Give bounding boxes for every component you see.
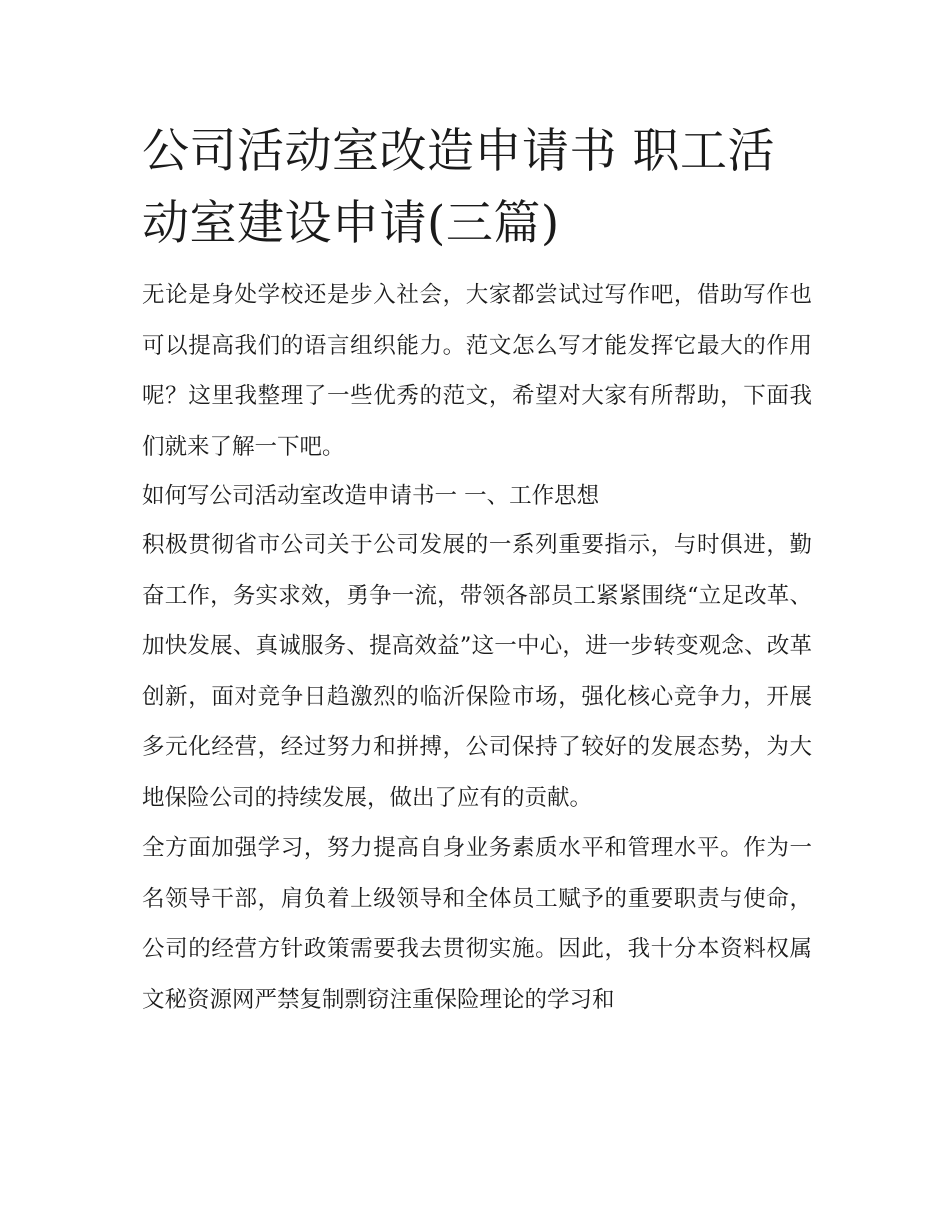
body-paragraph-1: 积极贯彻省市公司关于公司发展的一系列重要指示，与时俱进，勤奋工作，务实求效，勇争一流，带领各部员工紧紧围绕“立足改革、加快发展、真诚服务、提高效益”这一中心，进一步转变观念、改革创新，面对竞争日趋激烈的临沂保险市场，强化核心竞争力，开展多元化经营，经过努力和拼搏，公司保持了较好的发展态势，为大地保险公司的持续发展，做出了应有的贡献。 bbox=[142, 532, 812, 811]
body-paragraph-2: 全方面加强学习，努力提高自身业务素质水平和管理水平。作为一名领导干部，肩负着上级领导和全体员工赋予的重要职责与使命，公司的经营方针政策需要我去贯彻实施。因此，我十分本资料权属文秘资源网严禁复制剽窃注重保险理论的学习和 bbox=[142, 835, 812, 1013]
intro-paragraph: 无论是身处学校还是步入社会，大家都尝试过写作吧，借助写作也可以提高我们的语言组织能力。范文怎么写才能发挥它最大的作用呢？这里我整理了一些优秀的范文，希望对大家有所帮助，下面我们就来了解一下吧。 bbox=[142, 282, 812, 460]
document-title: 公司活动室改造申请书 职工活动室建设申请(三篇) bbox=[142, 124, 775, 251]
document-page bbox=[142, 116, 812, 1025]
section-heading: 如何写公司活动室改造申请书一 一、工作思想 bbox=[142, 483, 600, 509]
